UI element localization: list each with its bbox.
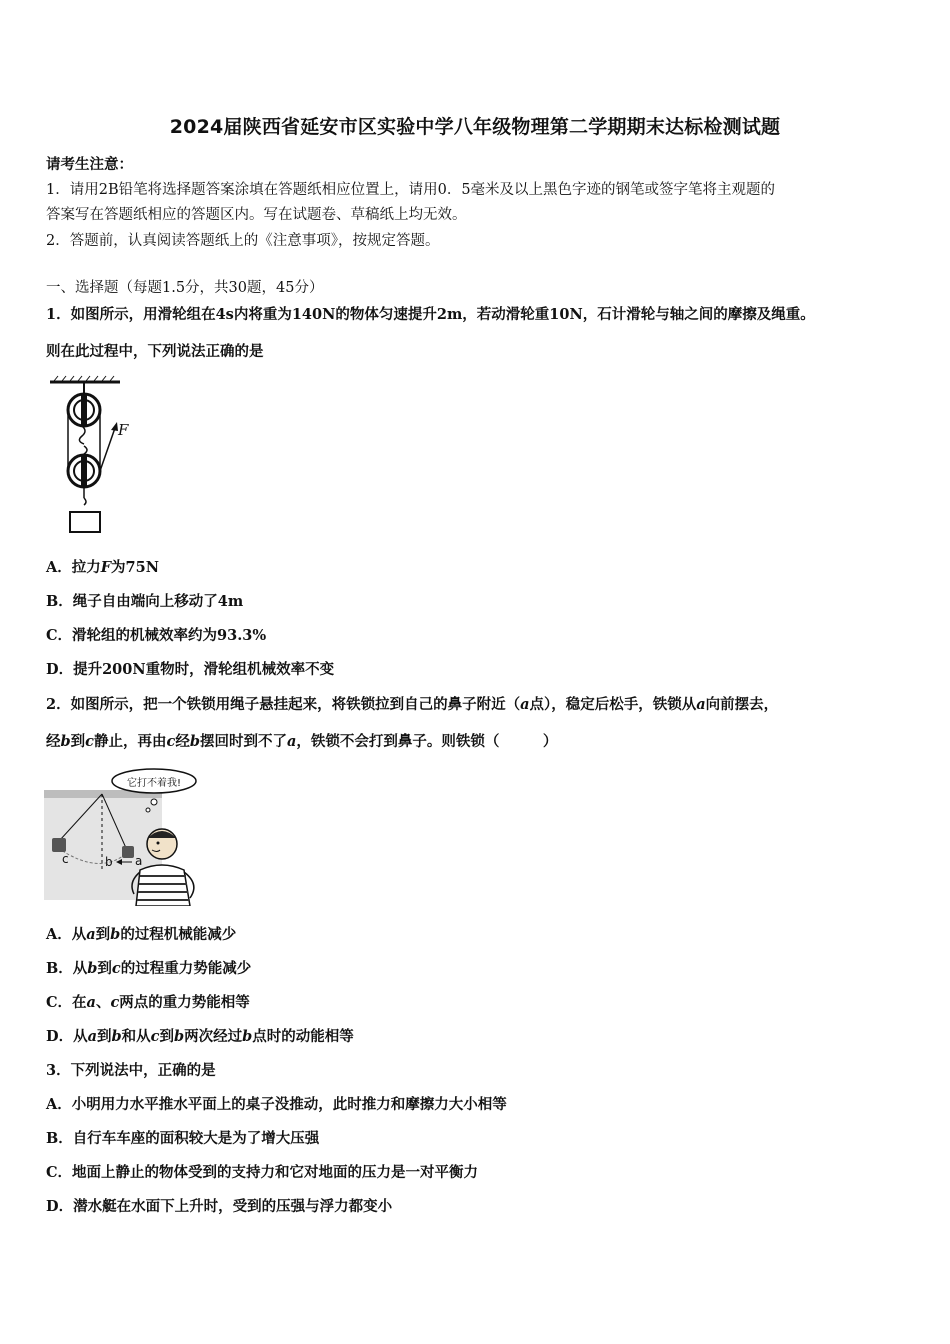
page-title: 2024届陕西省延安市区实验中学八年级物理第二学期期末达标检测试题 — [169, 116, 781, 138]
speech-bubble-text: 它打不着我! — [126, 778, 182, 789]
q1-option-a[interactable]: A．拉力F为75N — [46, 559, 159, 576]
label-a: a — [135, 854, 143, 868]
q2-option-c[interactable]: C．在a、c两点的重力势能相等 — [46, 994, 250, 1011]
pendulum-figure — [44, 766, 214, 906]
q2-option-b[interactable]: B．从b到c的过程重力势能减少 — [46, 960, 252, 977]
pulley-figure — [44, 374, 144, 538]
q3-option-c[interactable]: C．地面上静止的物体受到的支持力和它对地面的压力是一对平衡力 — [46, 1164, 479, 1181]
q1-option-b[interactable]: B．绳子自由端向上移动了4m — [46, 593, 244, 610]
q3-option-b[interactable]: B．自行车车座的面积较大是为了增大压强 — [46, 1130, 320, 1147]
q2-stem-b: 经b到c静止，再由c经b摆回时到不了a，铁锁不会打到鼻子。则铁锁（ ） — [46, 733, 558, 750]
q1-stem-b: 则在此过程中，下列说法正确的是 — [46, 343, 264, 360]
q2-option-a[interactable]: A．从a到b的过程机械能减少 — [46, 926, 237, 943]
section-heading: 一、选择题（每题1.5分，共30题，45分） — [46, 280, 324, 296]
notice-item-2: 2．答题前，认真阅读答题纸上的《注意事项》，按规定答题。 — [46, 233, 440, 249]
q3-option-d[interactable]: D．潜水艇在水面下上升时，受到的压强与浮力都变小 — [46, 1198, 393, 1215]
label-b: b — [105, 855, 113, 869]
q1-option-c[interactable]: C．滑轮组的机械效率约为93.3% — [46, 627, 267, 644]
label-c: c — [62, 852, 69, 866]
q2-stem-a: 2．如图所示，把一个铁锁用绳子悬挂起来，将铁锁拉到自己的鼻子附近（a点），稳定后松手，铁锁从a向前摆去， — [46, 696, 779, 713]
notice-heading: 请考生注意： — [46, 156, 133, 173]
notice-item-1a: 1．请用2B铅笔将选择题答案涂填在答题纸相应位置上，请用0．5毫米及以上黑色字迹的钢笔或签字笔将主观题的 — [46, 182, 776, 198]
notice-item-1b: 答案写在答题纸相应的答题区内。写在试题卷、草稿纸上均无效。 — [46, 207, 467, 223]
q3-option-a[interactable]: A．小明用力水平推水平面上的桌子没推动，此时推力和摩擦力大小相等 — [46, 1096, 507, 1113]
q2-option-d[interactable]: D．从a到b和从c到b两次经过b点时的动能相等 — [46, 1028, 354, 1045]
q1-option-d[interactable]: D．提升200N重物时，滑轮组机械效率不变 — [46, 661, 335, 678]
q3-stem: 3．下列说法中，正确的是 — [46, 1062, 216, 1079]
force-label: F — [118, 421, 129, 439]
q1-stem-a: 1．如图所示，用滑轮组在4s内将重为140N的物体匀速提升2m，若动滑轮重10N，石计滑轮与轴之间的摩擦及绳重。 — [46, 306, 815, 323]
